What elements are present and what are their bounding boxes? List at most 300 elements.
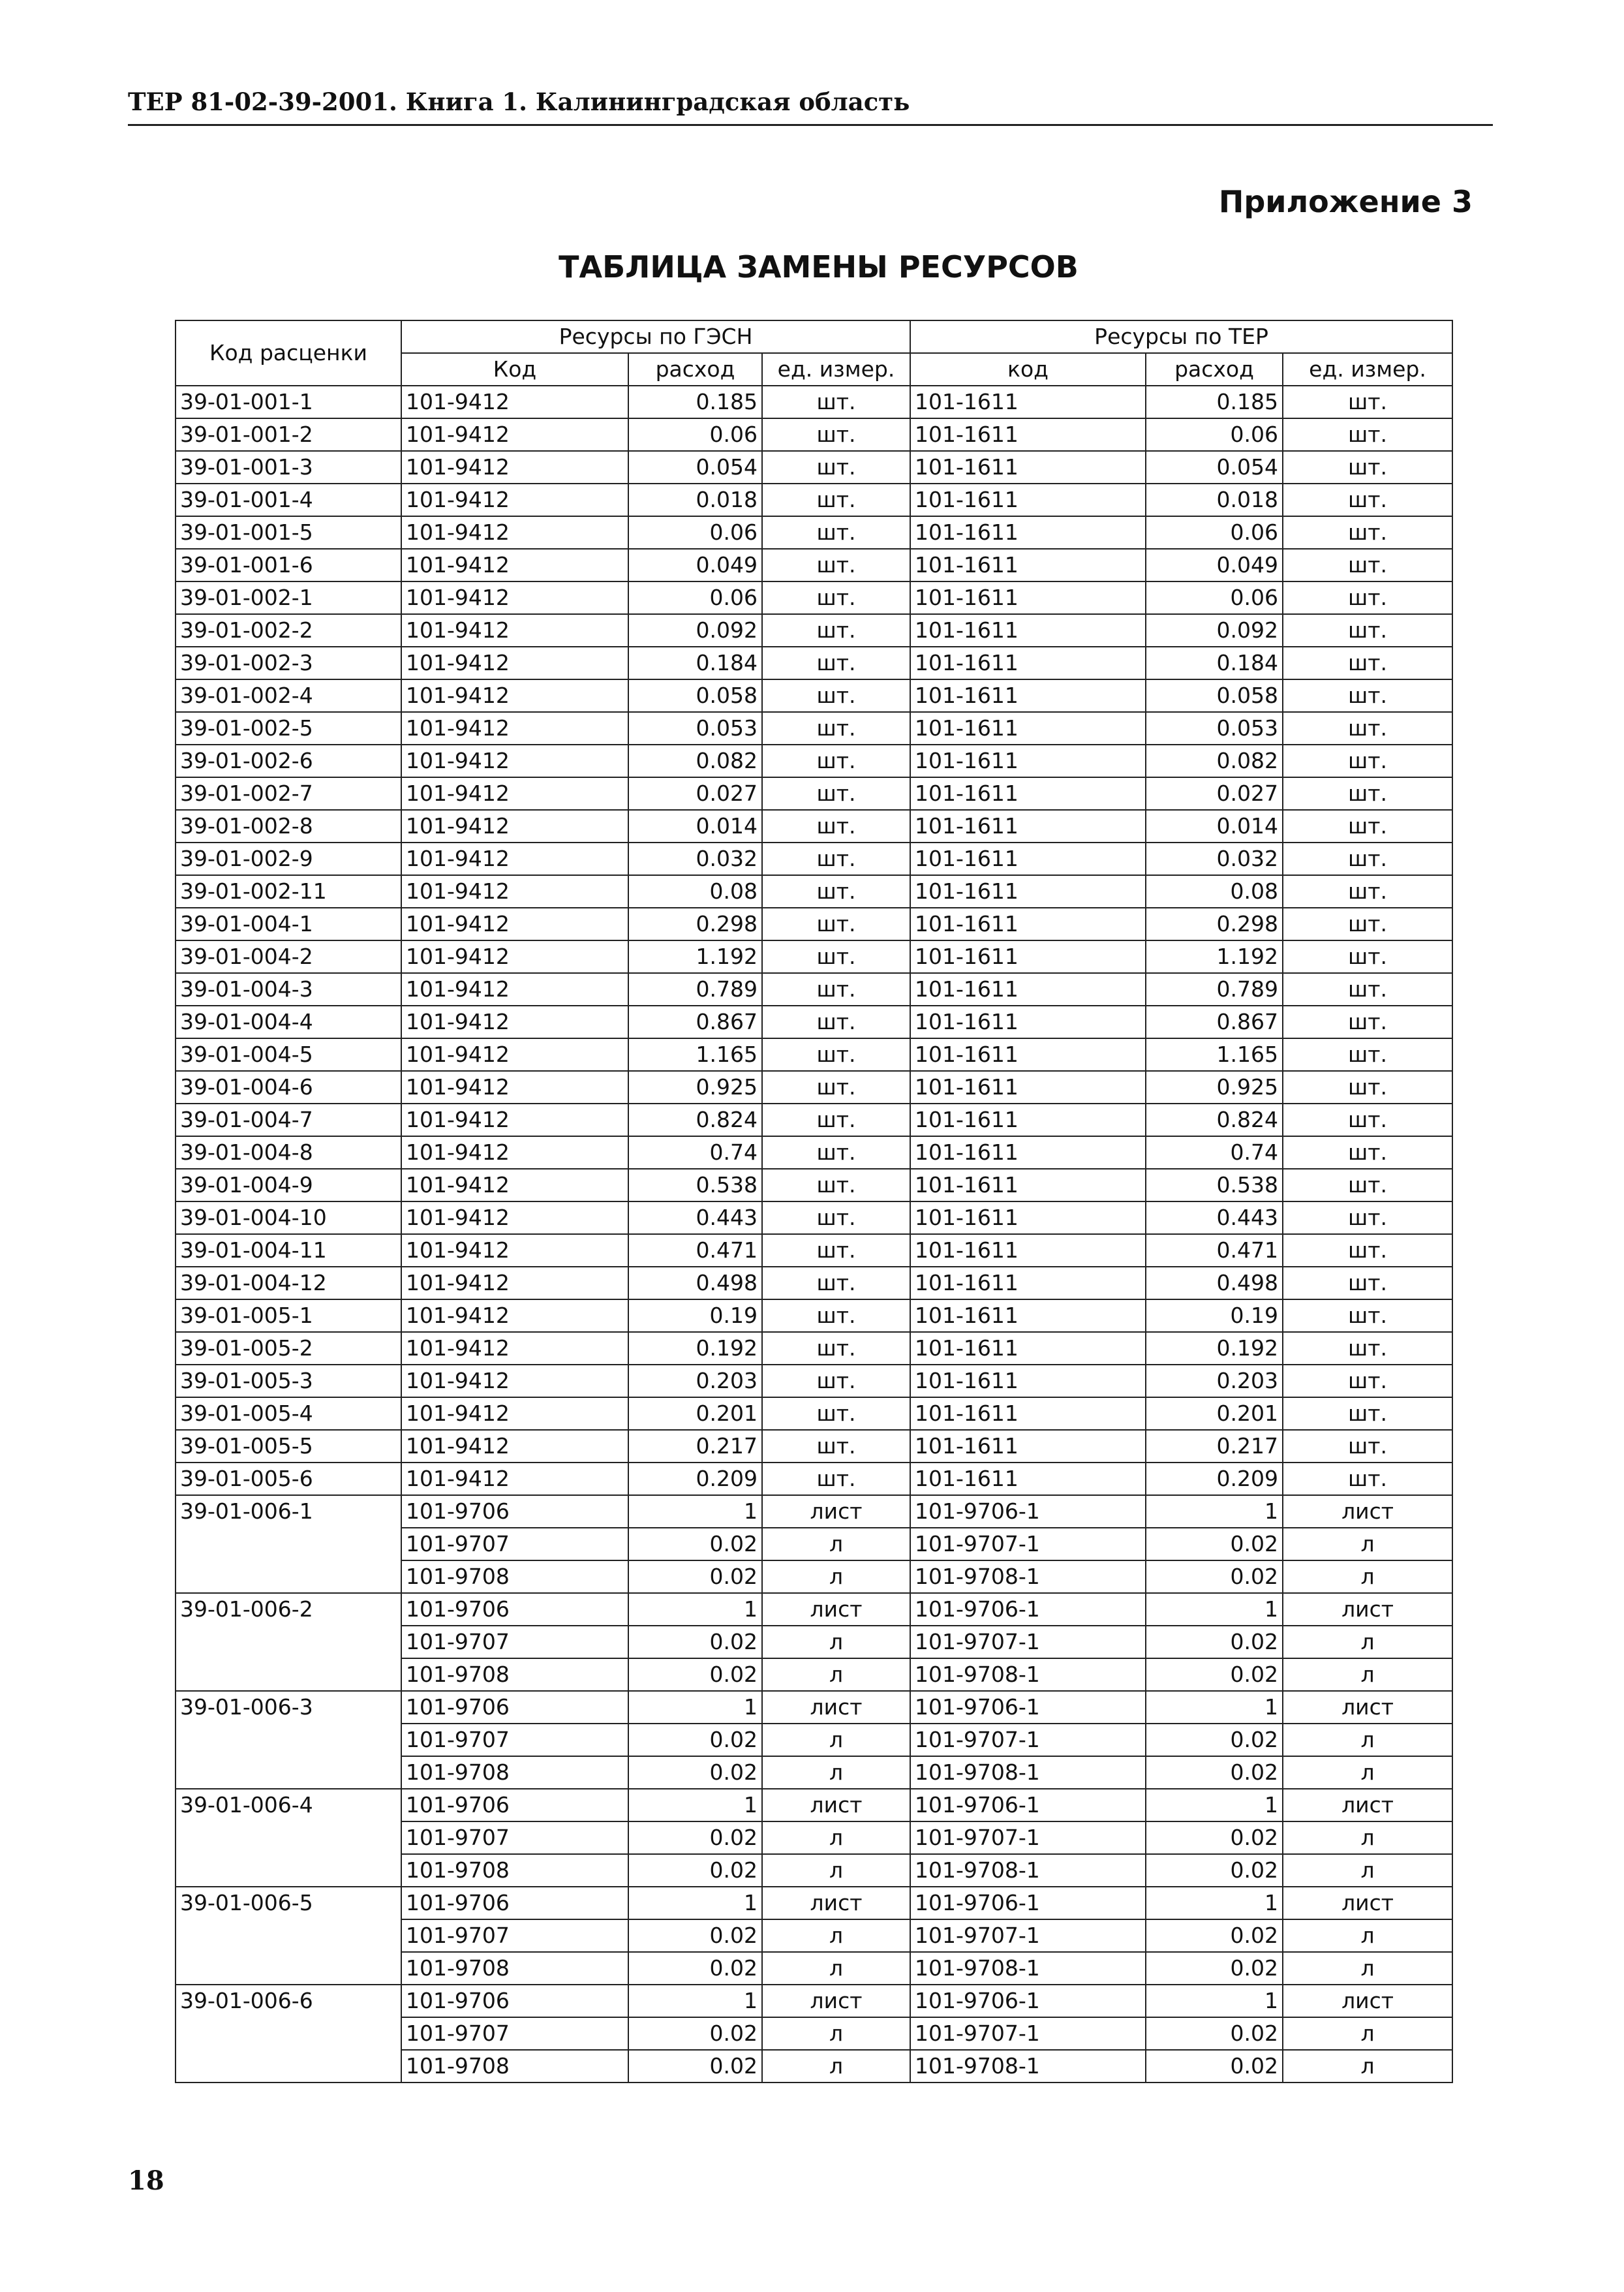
ter-unit-cell: шт.	[1283, 549, 1452, 581]
table-row	[176, 1397, 1452, 1430]
ter-code-cell: 101-1611	[910, 1104, 1146, 1136]
gesn-code-cell: 101-9412	[401, 679, 628, 712]
gesn-amount-cell: 1	[628, 1887, 762, 1919]
ter-amount-cell: 0.02	[1146, 1854, 1283, 1887]
gesn-amount-cell: 0.02	[628, 1528, 762, 1560]
rate-code-cell: 39-01-002-11	[176, 875, 401, 908]
ter-code-cell: 101-1611	[910, 777, 1146, 810]
gesn-amount-cell: 0.06	[628, 418, 762, 451]
ter-code-cell: 101-9707-1	[910, 1528, 1146, 1560]
gesn-code-cell: 101-9707	[401, 1528, 628, 1560]
ter-unit-cell: шт.	[1283, 1430, 1452, 1463]
gesn-unit-cell: шт.	[762, 908, 910, 940]
gesn-unit-cell: лист	[762, 1985, 910, 2017]
gesn-unit-cell: л	[762, 2050, 910, 2083]
ter-code-cell: 101-9706-1	[910, 1691, 1146, 1724]
ter-amount-cell: 1	[1146, 1887, 1283, 1919]
ter-amount-cell: 0.058	[1146, 679, 1283, 712]
rate-code-cell: 39-01-002-6	[176, 745, 401, 777]
gesn-amount-cell: 1.165	[628, 1038, 762, 1071]
rate-code-cell: 39-01-004-1	[176, 908, 401, 940]
gesn-unit-cell: шт.	[762, 516, 910, 549]
rate-code-cell: 39-01-005-3	[176, 1365, 401, 1397]
gesn-code-cell: 101-9412	[401, 810, 628, 843]
gesn-amount-cell: 0.02	[628, 1854, 762, 1887]
gesn-unit-cell: л	[762, 1658, 910, 1691]
table-row	[176, 1038, 1452, 1071]
ter-unit-cell: шт.	[1283, 1267, 1452, 1299]
table-row	[176, 1267, 1452, 1299]
ter-amount-cell: 0.049	[1146, 549, 1283, 581]
ter-amount-cell: 0.538	[1146, 1169, 1283, 1201]
ter-code-cell: 101-9707-1	[910, 1626, 1146, 1658]
rate-code-cell: 39-01-004-3	[176, 973, 401, 1006]
gesn-amount-cell: 0.19	[628, 1299, 762, 1332]
header-gesn-code: Код	[401, 353, 628, 386]
ter-code-cell: 101-9706-1	[910, 1789, 1146, 1821]
ter-amount-cell: 0.06	[1146, 581, 1283, 614]
ter-code-cell: 101-1611	[910, 614, 1146, 647]
gesn-unit-cell: шт.	[762, 581, 910, 614]
gesn-amount-cell: 0.053	[628, 712, 762, 745]
ter-code-cell: 101-1611	[910, 973, 1146, 1006]
gesn-unit-cell: шт.	[762, 418, 910, 451]
gesn-amount-cell: 0.201	[628, 1397, 762, 1430]
gesn-code-cell: 101-9412	[401, 418, 628, 451]
table-row	[176, 1495, 1452, 1528]
gesn-code-cell: 101-9412	[401, 777, 628, 810]
gesn-code-cell: 101-9412	[401, 1365, 628, 1397]
table-row	[176, 843, 1452, 875]
ter-unit-cell: шт.	[1283, 1397, 1452, 1430]
ter-amount-cell: 0.203	[1146, 1365, 1283, 1397]
ter-unit-cell: шт.	[1283, 1365, 1452, 1397]
ter-code-cell: 101-1611	[910, 1332, 1146, 1365]
gesn-code-cell: 101-9708	[401, 1658, 628, 1691]
ter-unit-cell: л	[1283, 1626, 1452, 1658]
ter-amount-cell: 0.02	[1146, 1626, 1283, 1658]
gesn-unit-cell: шт.	[762, 1136, 910, 1169]
table-row	[176, 1691, 1452, 1724]
gesn-amount-cell: 0.498	[628, 1267, 762, 1299]
rate-code-cell: 39-01-004-8	[176, 1136, 401, 1169]
rate-code-cell: 39-01-002-3	[176, 647, 401, 679]
ter-unit-cell: шт.	[1283, 386, 1452, 418]
page-number: 18	[128, 2165, 164, 2196]
ter-amount-cell: 0.032	[1146, 843, 1283, 875]
header-group-ter: Ресурсы по ТЕР	[910, 320, 1452, 353]
gesn-unit-cell: лист	[762, 1495, 910, 1528]
gesn-unit-cell: шт.	[762, 451, 910, 484]
gesn-unit-cell: шт.	[762, 1038, 910, 1071]
ter-code-cell: 101-1611	[910, 940, 1146, 973]
gesn-unit-cell: шт.	[762, 1463, 910, 1495]
gesn-unit-cell: шт.	[762, 875, 910, 908]
table-row	[176, 1299, 1452, 1332]
ter-amount-cell: 0.02	[1146, 1528, 1283, 1560]
gesn-code-cell: 101-9706	[401, 1985, 628, 2017]
table-row	[176, 712, 1452, 745]
ter-unit-cell: л	[1283, 1658, 1452, 1691]
ter-amount-cell: 0.014	[1146, 810, 1283, 843]
header-gesn-amount: расход	[628, 353, 762, 386]
ter-unit-cell: шт.	[1283, 1234, 1452, 1267]
gesn-unit-cell: шт.	[762, 712, 910, 745]
gesn-amount-cell: 1	[628, 1593, 762, 1626]
ter-unit-cell: лист	[1283, 1495, 1452, 1528]
gesn-unit-cell: шт.	[762, 843, 910, 875]
ter-amount-cell: 0.498	[1146, 1267, 1283, 1299]
gesn-unit-cell: л	[762, 1724, 910, 1756]
ter-code-cell: 101-9707-1	[910, 1821, 1146, 1854]
gesn-unit-cell: шт.	[762, 1006, 910, 1038]
ter-amount-cell: 0.298	[1146, 908, 1283, 940]
gesn-unit-cell: шт.	[762, 1071, 910, 1104]
table-row	[176, 386, 1452, 418]
ter-unit-cell: шт.	[1283, 1201, 1452, 1234]
rate-code-cell: 39-01-006-6	[176, 1985, 401, 2083]
gesn-code-cell: 101-9707	[401, 1821, 628, 1854]
ter-code-cell: 101-1611	[910, 1463, 1146, 1495]
ter-code-cell: 101-1611	[910, 1201, 1146, 1234]
table-row	[176, 647, 1452, 679]
ter-code-cell: 101-9706-1	[910, 1887, 1146, 1919]
gesn-code-cell: 101-9412	[401, 647, 628, 679]
ter-unit-cell: шт.	[1283, 940, 1452, 973]
ter-amount-cell: 0.02	[1146, 1756, 1283, 1789]
gesn-amount-cell: 0.018	[628, 484, 762, 516]
ter-unit-cell: шт.	[1283, 1169, 1452, 1201]
gesn-amount-cell: 0.824	[628, 1104, 762, 1136]
ter-unit-cell: шт.	[1283, 1071, 1452, 1104]
table-body	[176, 386, 1452, 2083]
gesn-amount-cell: 1	[628, 1789, 762, 1821]
gesn-amount-cell: 0.02	[628, 1821, 762, 1854]
gesn-unit-cell: л	[762, 1560, 910, 1593]
gesn-amount-cell: 0.02	[628, 2050, 762, 2083]
rate-code-cell: 39-01-005-6	[176, 1463, 401, 1495]
gesn-amount-cell: 0.02	[628, 1919, 762, 1952]
ter-code-cell: 101-1611	[910, 745, 1146, 777]
ter-unit-cell: л	[1283, 1560, 1452, 1593]
table-row	[176, 1071, 1452, 1104]
table-row	[176, 875, 1452, 908]
ter-code-cell: 101-1611	[910, 843, 1146, 875]
gesn-code-cell: 101-9412	[401, 940, 628, 973]
gesn-unit-cell: шт.	[762, 777, 910, 810]
gesn-code-cell: 101-9412	[401, 451, 628, 484]
ter-amount-cell: 0.02	[1146, 1821, 1283, 1854]
gesn-unit-cell: шт.	[762, 386, 910, 418]
gesn-unit-cell: л	[762, 2017, 910, 2050]
ter-unit-cell: шт.	[1283, 712, 1452, 745]
gesn-amount-cell: 0.06	[628, 581, 762, 614]
ter-code-cell: 101-9706-1	[910, 1495, 1146, 1528]
gesn-unit-cell: шт.	[762, 549, 910, 581]
gesn-unit-cell: шт.	[762, 1169, 910, 1201]
ter-amount-cell: 0.74	[1146, 1136, 1283, 1169]
gesn-code-cell: 101-9707	[401, 1919, 628, 1952]
table-row	[176, 1169, 1452, 1201]
ter-unit-cell: шт.	[1283, 810, 1452, 843]
ter-code-cell: 101-1611	[910, 418, 1146, 451]
gesn-amount-cell: 0.082	[628, 745, 762, 777]
ter-unit-cell: шт.	[1283, 1299, 1452, 1332]
ter-amount-cell: 0.824	[1146, 1104, 1283, 1136]
ter-amount-cell: 0.018	[1146, 484, 1283, 516]
ter-amount-cell: 0.054	[1146, 451, 1283, 484]
gesn-unit-cell: шт.	[762, 1365, 910, 1397]
gesn-amount-cell: 1	[628, 1985, 762, 2017]
gesn-amount-cell: 0.203	[628, 1365, 762, 1397]
gesn-amount-cell: 0.185	[628, 386, 762, 418]
rate-code-cell: 39-01-001-5	[176, 516, 401, 549]
table-row	[176, 1463, 1452, 1495]
ter-amount-cell: 0.925	[1146, 1071, 1283, 1104]
gesn-amount-cell: 1.192	[628, 940, 762, 973]
ter-unit-cell: шт.	[1283, 1332, 1452, 1365]
ter-amount-cell: 0.02	[1146, 1724, 1283, 1756]
header-ter-unit: ед. измер.	[1283, 353, 1452, 386]
rate-code-cell: 39-01-006-5	[176, 1887, 401, 1985]
gesn-unit-cell: л	[762, 1952, 910, 1985]
gesn-unit-cell: шт.	[762, 647, 910, 679]
rate-code-cell: 39-01-002-8	[176, 810, 401, 843]
table-row	[176, 777, 1452, 810]
ter-unit-cell: лист	[1283, 1691, 1452, 1724]
page-title: ТАБЛИЦА ЗАМЕНЫ РЕСУРСОВ	[559, 249, 1079, 285]
ter-amount-cell: 0.02	[1146, 1952, 1283, 1985]
rate-code-cell: 39-01-004-2	[176, 940, 401, 973]
gesn-amount-cell: 0.054	[628, 451, 762, 484]
rate-code-cell: 39-01-001-1	[176, 386, 401, 418]
ter-code-cell: 101-1611	[910, 1267, 1146, 1299]
gesn-code-cell: 101-9412	[401, 484, 628, 516]
rate-code-cell: 39-01-002-5	[176, 712, 401, 745]
gesn-unit-cell: л	[762, 1626, 910, 1658]
gesn-code-cell: 101-9412	[401, 1038, 628, 1071]
ter-amount-cell: 0.184	[1146, 647, 1283, 679]
gesn-code-cell: 101-9706	[401, 1789, 628, 1821]
ter-unit-cell: шт.	[1283, 451, 1452, 484]
gesn-code-cell: 101-9412	[401, 973, 628, 1006]
ter-amount-cell: 0.867	[1146, 1006, 1283, 1038]
gesn-unit-cell: лист	[762, 1887, 910, 1919]
ter-code-cell: 101-9707-1	[910, 2017, 1146, 2050]
ter-unit-cell: шт.	[1283, 1136, 1452, 1169]
ter-amount-cell: 0.02	[1146, 2050, 1283, 2083]
gesn-code-cell: 101-9412	[401, 516, 628, 549]
gesn-unit-cell: л	[762, 1821, 910, 1854]
rate-code-cell: 39-01-005-1	[176, 1299, 401, 1332]
ter-unit-cell: лист	[1283, 1789, 1452, 1821]
rate-code-cell: 39-01-006-2	[176, 1593, 401, 1691]
table-row	[176, 679, 1452, 712]
ter-code-cell: 101-9707-1	[910, 1919, 1146, 1952]
ter-amount-cell: 0.02	[1146, 1560, 1283, 1593]
gesn-code-cell: 101-9412	[401, 1397, 628, 1430]
ter-amount-cell: 0.06	[1146, 418, 1283, 451]
gesn-amount-cell: 0.192	[628, 1332, 762, 1365]
gesn-unit-cell: шт.	[762, 614, 910, 647]
ter-amount-cell: 1.165	[1146, 1038, 1283, 1071]
ter-code-cell: 101-1611	[910, 875, 1146, 908]
gesn-amount-cell: 0.02	[628, 1756, 762, 1789]
table-row	[176, 1430, 1452, 1463]
table-row	[176, 1789, 1452, 1821]
gesn-code-cell: 101-9412	[401, 712, 628, 745]
gesn-code-cell: 101-9706	[401, 1887, 628, 1919]
gesn-amount-cell: 0.08	[628, 875, 762, 908]
gesn-code-cell: 101-9707	[401, 2017, 628, 2050]
gesn-code-cell: 101-9412	[401, 1006, 628, 1038]
ter-code-cell: 101-1611	[910, 712, 1146, 745]
ter-code-cell: 101-9706-1	[910, 1593, 1146, 1626]
gesn-code-cell: 101-9707	[401, 1626, 628, 1658]
ter-amount-cell: 0.027	[1146, 777, 1283, 810]
gesn-unit-cell: шт.	[762, 1430, 910, 1463]
ter-unit-cell: шт.	[1283, 745, 1452, 777]
ter-code-cell: 101-1611	[910, 549, 1146, 581]
rate-code-cell: 39-01-004-4	[176, 1006, 401, 1038]
ter-unit-cell: шт.	[1283, 875, 1452, 908]
ter-unit-cell: шт.	[1283, 614, 1452, 647]
gesn-amount-cell: 0.058	[628, 679, 762, 712]
gesn-code-cell: 101-9706	[401, 1495, 628, 1528]
table-row	[176, 549, 1452, 581]
ter-unit-cell: шт.	[1283, 647, 1452, 679]
gesn-unit-cell: шт.	[762, 484, 910, 516]
rate-code-cell: 39-01-004-6	[176, 1071, 401, 1104]
gesn-code-cell: 101-9412	[401, 843, 628, 875]
ter-unit-cell: шт.	[1283, 484, 1452, 516]
gesn-unit-cell: шт.	[762, 940, 910, 973]
table-row	[176, 1136, 1452, 1169]
appendix-label: Приложение 3	[1218, 184, 1473, 219]
ter-code-cell: 101-1611	[910, 1136, 1146, 1169]
rate-code-cell: 39-01-004-9	[176, 1169, 401, 1201]
ter-unit-cell: лист	[1283, 1593, 1452, 1626]
rate-code-cell: 39-01-006-3	[176, 1691, 401, 1789]
gesn-amount-cell: 0.184	[628, 647, 762, 679]
header-rate-code: Код расценки	[176, 320, 401, 386]
gesn-amount-cell: 1	[628, 1495, 762, 1528]
gesn-code-cell: 101-9412	[401, 1299, 628, 1332]
ter-unit-cell: л	[1283, 1854, 1452, 1887]
ter-amount-cell: 0.192	[1146, 1332, 1283, 1365]
gesn-code-cell: 101-9412	[401, 1104, 628, 1136]
gesn-unit-cell: шт.	[762, 1299, 910, 1332]
ter-amount-cell: 0.092	[1146, 614, 1283, 647]
gesn-unit-cell: шт.	[762, 745, 910, 777]
gesn-code-cell: 101-9412	[401, 875, 628, 908]
ter-amount-cell: 1	[1146, 1593, 1283, 1626]
ter-code-cell: 101-1611	[910, 1299, 1146, 1332]
ter-unit-cell: шт.	[1283, 1038, 1452, 1071]
gesn-code-cell: 101-9412	[401, 614, 628, 647]
ter-code-cell: 101-1611	[910, 484, 1146, 516]
ter-code-cell: 101-1611	[910, 908, 1146, 940]
table-row	[176, 451, 1452, 484]
ter-code-cell: 101-1611	[910, 1006, 1146, 1038]
gesn-amount-cell: 0.867	[628, 1006, 762, 1038]
ter-unit-cell: л	[1283, 1952, 1452, 1985]
gesn-unit-cell: лист	[762, 1789, 910, 1821]
table-row	[176, 1006, 1452, 1038]
gesn-amount-cell: 0.027	[628, 777, 762, 810]
rate-code-cell: 39-01-005-2	[176, 1332, 401, 1365]
gesn-code-cell: 101-9708	[401, 1756, 628, 1789]
gesn-amount-cell: 0.443	[628, 1201, 762, 1234]
ter-code-cell: 101-9708-1	[910, 1854, 1146, 1887]
gesn-code-cell: 101-9412	[401, 1332, 628, 1365]
rate-code-cell: 39-01-001-3	[176, 451, 401, 484]
rate-code-cell: 39-01-002-7	[176, 777, 401, 810]
rate-code-cell: 39-01-001-4	[176, 484, 401, 516]
header-ter-amount: расход	[1146, 353, 1283, 386]
ter-code-cell: 101-9708-1	[910, 2050, 1146, 2083]
gesn-unit-cell: шт.	[762, 973, 910, 1006]
ter-code-cell: 101-1611	[910, 1430, 1146, 1463]
rate-code-cell: 39-01-005-4	[176, 1397, 401, 1430]
gesn-amount-cell: 0.02	[628, 1560, 762, 1593]
rate-code-cell: 39-01-004-11	[176, 1234, 401, 1267]
gesn-code-cell: 101-9412	[401, 745, 628, 777]
table-row	[176, 1332, 1452, 1365]
ter-code-cell: 101-1611	[910, 386, 1146, 418]
ter-amount-cell: 0.443	[1146, 1201, 1283, 1234]
gesn-code-cell: 101-9412	[401, 1463, 628, 1495]
gesn-code-cell: 101-9412	[401, 1234, 628, 1267]
table-row	[176, 908, 1452, 940]
table-row	[176, 1985, 1452, 2017]
table-row	[176, 973, 1452, 1006]
ter-code-cell: 101-9708-1	[910, 1560, 1146, 1593]
running-header: ТЕР 81-02-39-2001. Книга 1. Калининградская область	[128, 87, 1493, 126]
rate-code-cell: 39-01-002-4	[176, 679, 401, 712]
ter-unit-cell: л	[1283, 1919, 1452, 1952]
gesn-amount-cell: 0.02	[628, 2017, 762, 2050]
ter-unit-cell: л	[1283, 1528, 1452, 1560]
rate-code-cell: 39-01-005-5	[176, 1430, 401, 1463]
ter-code-cell: 101-1611	[910, 1365, 1146, 1397]
table-row	[176, 1104, 1452, 1136]
header-gesn-unit: ед. измер.	[762, 353, 910, 386]
ter-unit-cell: л	[1283, 2017, 1452, 2050]
gesn-unit-cell: шт.	[762, 1201, 910, 1234]
gesn-amount-cell: 0.209	[628, 1463, 762, 1495]
gesn-amount-cell: 0.06	[628, 516, 762, 549]
ter-amount-cell: 1	[1146, 1985, 1283, 2017]
ter-code-cell: 101-9708-1	[910, 1658, 1146, 1691]
table-row	[176, 1365, 1452, 1397]
ter-amount-cell: 0.06	[1146, 516, 1283, 549]
ter-unit-cell: л	[1283, 2050, 1452, 2083]
gesn-amount-cell: 0.789	[628, 973, 762, 1006]
ter-amount-cell: 0.053	[1146, 712, 1283, 745]
ter-amount-cell: 1	[1146, 1495, 1283, 1528]
ter-code-cell: 101-1611	[910, 679, 1146, 712]
gesn-amount-cell: 0.471	[628, 1234, 762, 1267]
ter-unit-cell: шт.	[1283, 908, 1452, 940]
gesn-unit-cell: л	[762, 1854, 910, 1887]
gesn-code-cell: 101-9708	[401, 2050, 628, 2083]
gesn-code-cell: 101-9412	[401, 386, 628, 418]
gesn-amount-cell: 0.217	[628, 1430, 762, 1463]
gesn-code-cell: 101-9706	[401, 1593, 628, 1626]
gesn-code-cell: 101-9708	[401, 1854, 628, 1887]
gesn-unit-cell: л	[762, 1756, 910, 1789]
